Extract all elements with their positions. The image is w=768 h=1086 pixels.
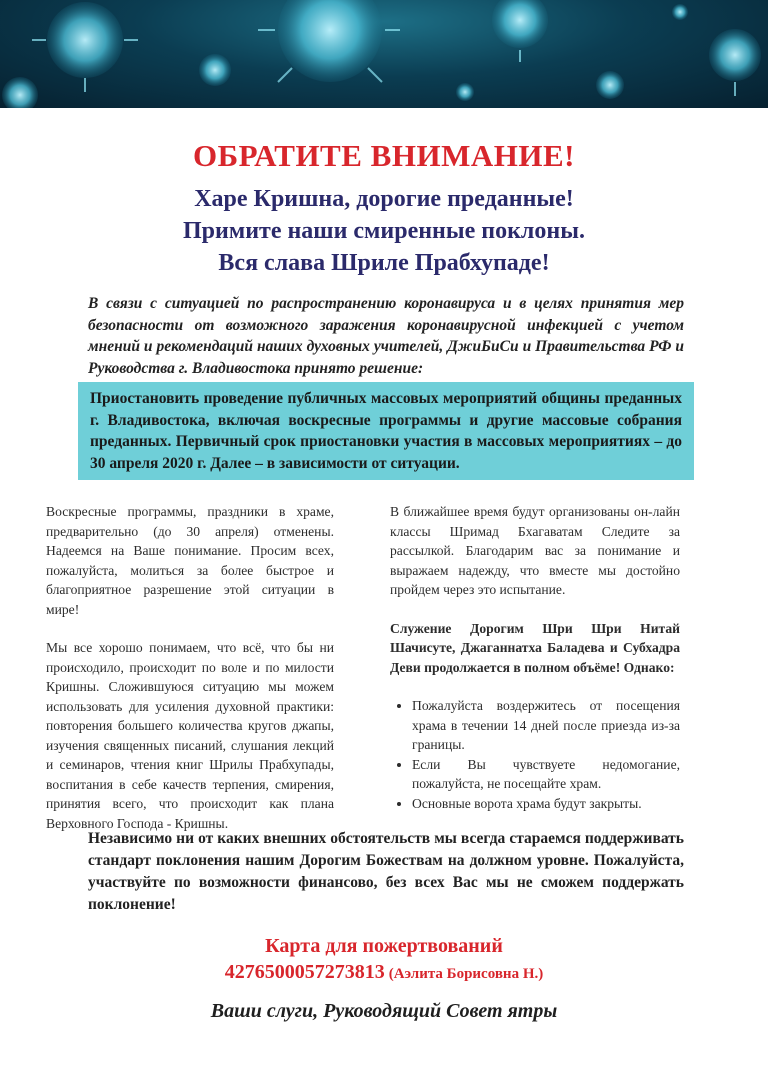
list-item: • Основные ворота храма будут закрыты. xyxy=(412,794,680,814)
left-column xyxy=(46,502,334,852)
paragraph-spiritual-practice: Мы все хорошо понимаем, что всё, что бы ни происходило, происходит по воле и по милости Кришны. Сложившуюся ситуацию мы можем использовать для усиления духовной практики: повторения большего количества кругов джапы, изучения священных писаний, слушания лекций и семинаров, чтения книг Шрилы Прабхупады, воспитания в себе качеств терпения, смирения, принятия всего, что происходит как плана Верховного Господа - Кришны. xyxy=(46,640,334,831)
greeting-line: Вся слава Шриле Прабхупаде! xyxy=(218,250,550,276)
signature: Ваши слуги, Руководящий Совет ятры xyxy=(210,1000,558,1022)
virus-banner-image xyxy=(0,0,768,108)
greeting-line: Харе Кришна, дорогие преданные! xyxy=(194,186,574,212)
decision-highlight-box: Приостановить проведение публичных массовых мероприятий общины преданных г. Владивостока, включая воскресные программы и другие массовые собрания преданных. Первичный срок приостановки участия в массовых мероприятиях – до 30 апреля 2020 г. Далее – в зависимости от ситуации. xyxy=(78,382,694,480)
donation-card-label: Карта для пожертвований xyxy=(265,935,503,957)
donation-card-line xyxy=(0,961,768,984)
donation-card-holder: (Аэлита Борисовна Н.) xyxy=(388,966,544,982)
service-heading: Служение Дорогим Шри Шри Нитай Шачисуте, Джаганнатха Баладева и Субхадра Деви продолжается в полном объёме! Однако: xyxy=(390,620,680,675)
page-title: ОБРАТИТЕ ВНИМАНИЕ! xyxy=(193,138,575,173)
intro-paragraph: В связи с ситуацией по распространению коронавируса и в целях принятия мер безопасности от возможного заражения коронавирусной инфекцией с учетом мнений и рекомендаций наших духовных учителей, ДжиБиСи и Правительства РФ и Руководства г. Владивостока принято решение: xyxy=(88,295,684,377)
paragraph-online-classes: В ближайшее время будут организованы он-лайн классы Шримад Бхагаватам Следите за рассылкой. Благодарим вас за понимание и выражаем надежду, что вместе мы достойно пройдем через это испытание. xyxy=(390,504,680,597)
greeting-line: Примите наши смиренные поклоны. xyxy=(183,218,585,244)
list-item: • Если Вы чувствуете недомогание, пожалуйста, не посещайте храм. xyxy=(412,755,680,794)
donation-card-number: 4276500057273813 xyxy=(224,961,385,983)
right-column xyxy=(390,502,680,813)
virus-cell-large xyxy=(2,0,761,108)
paragraph-programs-cancelled: Воскресные программы, праздники в храме, предварительно (до 30 апреля) отменены. Надеемся на Ваше понимание. Просим всех, пожалуйста, молиться за более быстрое и благоприятное разрешение этой ситуации в мире! xyxy=(46,504,334,617)
rules-list xyxy=(390,696,680,813)
greeting xyxy=(0,183,768,279)
closing-paragraph: Независимо ни от каких внешних обстоятельств мы всегда стараемся поддерживать стандарт поклонения нашим Дорогим Божествам на должном уровне. Пожалуйста, участвуйте по возможности финансово, без всех Вас мы не сможем поддержать поклонение! xyxy=(88,830,684,913)
list-item: • Пожалуйста воздержитесь от посещения храма в течении 14 дней после приезда из-за границы. xyxy=(412,696,680,755)
